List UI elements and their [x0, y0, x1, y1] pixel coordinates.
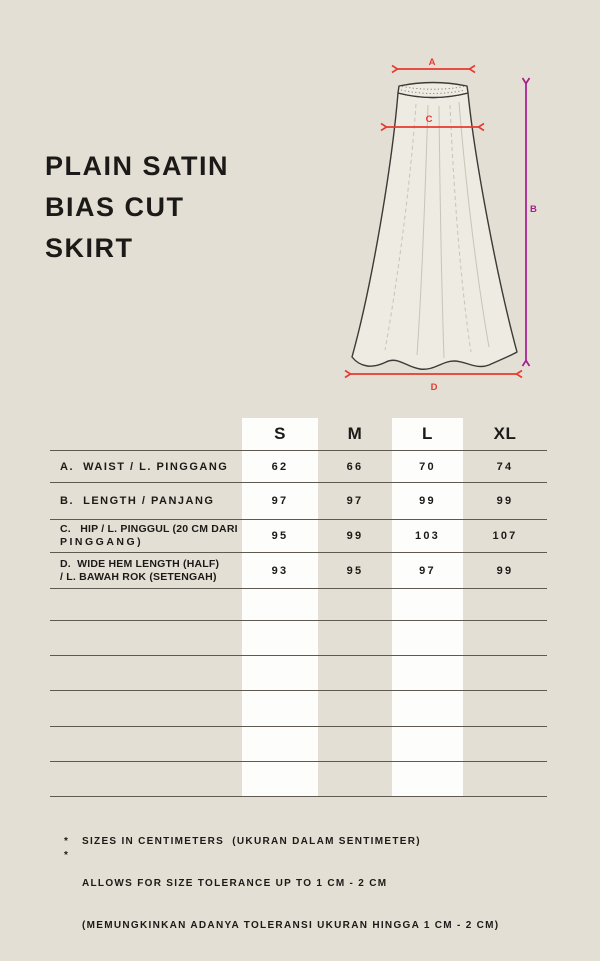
skirt-waistband	[398, 83, 468, 98]
footnote-text: SIZES IN CENTIMETERS (UKURAN DALAM SENTIMETER)	[82, 836, 421, 847]
footnote-line1: ALLOWS FOR SIZE TOLERANCE UP TO 1 CM - 2 CM	[82, 878, 388, 889]
diagram-label-c: C	[425, 114, 433, 125]
column-header-m: M	[347, 424, 363, 443]
value-waist-s: 62	[271, 460, 289, 473]
value-hem-s: 93	[271, 564, 289, 577]
row-label-length	[50, 483, 242, 519]
row-label-line2: / L. BAWAH ROK (SETENGAH)	[60, 570, 217, 583]
value-hip-l: 103	[415, 530, 440, 542]
row-label-text: B. LENGTH / PANJANG	[60, 495, 215, 507]
page-title	[45, 146, 229, 269]
value-hip-xl: 107	[492, 530, 518, 542]
value-hip-m: 99	[346, 530, 364, 542]
page-title-line-2: BIAS CUT	[45, 192, 185, 222]
footnotes	[64, 835, 499, 961]
footnote-line2: (MEMUNGKINKAN ADANYA TOLERANSI UKURAN HINGGA 1 CM - 2 CM)	[82, 920, 500, 931]
value-hem-m: 95	[346, 564, 364, 577]
asterisk-marker: *	[64, 836, 70, 847]
value-length-l: 99	[419, 495, 436, 507]
skirt-body-outline	[352, 93, 517, 369]
footnote-tolerance	[64, 849, 499, 961]
value-hip-s: 95	[271, 530, 289, 542]
size-table-rows	[50, 418, 547, 797]
row-label-line1: D. WIDE HEM LENGTH (HALF)	[60, 557, 220, 570]
value-length-m: 97	[346, 495, 364, 507]
value-hem-xl: 99	[496, 564, 514, 577]
table-row-hem	[50, 553, 547, 589]
value-hem-l: 97	[419, 564, 436, 577]
column-header-s: S	[274, 424, 286, 443]
row-label-waist	[50, 451, 242, 482]
table-empty-row	[50, 691, 547, 727]
footnote-text	[82, 849, 499, 961]
diagram-label-b: B	[530, 204, 537, 215]
row-label-line2: PINGGANG)	[60, 536, 144, 548]
row-label-text: A. WAIST / L. PINGGANG	[60, 460, 229, 473]
table-row-hip	[50, 520, 547, 553]
value-waist-l: 70	[419, 460, 436, 473]
value-length-xl: 99	[496, 495, 514, 507]
table-empty-row	[50, 762, 547, 797]
footnote-sizes	[64, 835, 499, 849]
page-title-line-1: PLAIN SATIN	[45, 151, 229, 181]
page-title-line-3: SKIRT	[45, 233, 134, 263]
size-table	[50, 418, 547, 797]
row-label-hem	[50, 553, 242, 588]
row-label-line1: C. HIP / L. PINGGUL (20 CM DARI	[60, 523, 238, 535]
value-waist-xl: 74	[496, 460, 514, 473]
table-empty-row	[50, 727, 547, 762]
value-length-s: 97	[271, 495, 289, 507]
table-row-waist	[50, 451, 547, 483]
column-header-xl: XL	[493, 424, 517, 443]
table-empty-row	[50, 589, 547, 621]
diagram-label-a: A	[428, 57, 436, 68]
table-row-length	[50, 483, 547, 520]
asterisk-marker: *	[64, 850, 70, 861]
header-spacer	[50, 418, 242, 450]
value-waist-m: 66	[346, 460, 364, 473]
skirt-measurement-diagram	[340, 50, 560, 395]
row-label-hip	[50, 520, 242, 552]
table-empty-row	[50, 656, 547, 691]
diagram-label-d: D	[430, 382, 438, 393]
column-header-l: L	[422, 424, 433, 443]
size-table-header-row	[50, 418, 547, 451]
table-empty-row	[50, 621, 547, 656]
